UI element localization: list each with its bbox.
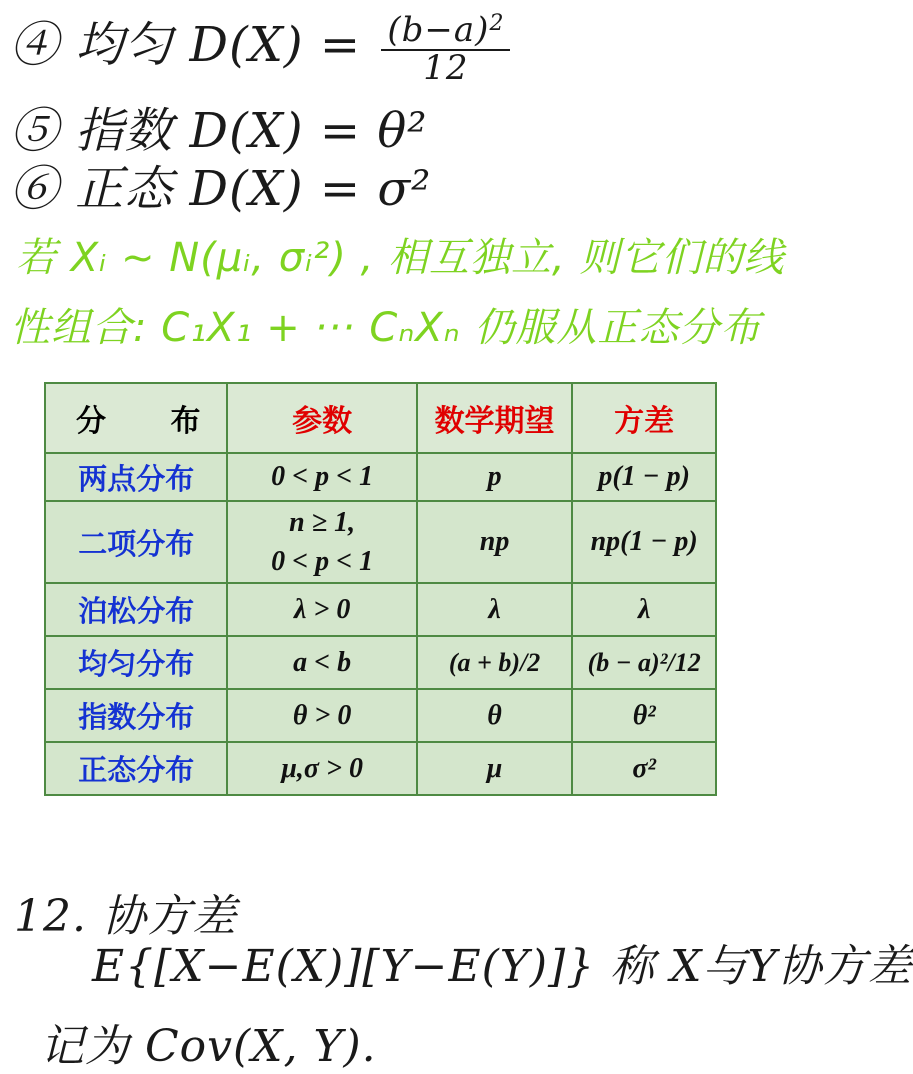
uniform-variance-fraction (381, 9, 510, 88)
handwritten-note-linear-combination-2: 性组合: C₁X₁ + ··· CₙXₙ 仍服从正态分布 (10, 305, 762, 351)
header-distribution (45, 383, 227, 453)
row-variance: λ (572, 583, 716, 636)
row-expectation: np (417, 501, 573, 583)
uniform-variance-prefix: ④ 均匀 D(X) = (10, 17, 362, 73)
row-expectation: (a + b)/2 (417, 636, 573, 689)
row-name: 指数分布 (45, 689, 227, 742)
row-name: 两点分布 (45, 453, 227, 501)
row-expectation: μ (417, 742, 573, 795)
row-expectation: θ (417, 689, 573, 742)
row-name: 二项分布 (45, 501, 227, 583)
header-expectation: 数学期望 (417, 383, 573, 453)
table-row (45, 636, 716, 689)
table-row (45, 689, 716, 742)
handwritten-line-normal-variance: ⑥ 正态 D(X) = σ² (10, 161, 432, 217)
header-distribution-right: 布 (170, 405, 203, 438)
row-variance: np(1 − p) (572, 501, 716, 583)
row-expectation: λ (417, 583, 573, 636)
row-name: 均匀分布 (45, 636, 227, 689)
row-parameter-line1: n ≥ 1, (289, 506, 356, 538)
row-expectation: p (417, 453, 573, 501)
handwritten-line-uniform-variance (10, 6, 510, 88)
table-header-row (45, 383, 716, 453)
header-variance: 方差 (572, 383, 716, 453)
row-parameter: μ,σ > 0 (227, 742, 416, 795)
table-row (45, 742, 716, 795)
uniform-variance-denominator: 12 (423, 47, 469, 88)
handwritten-line-exponential-variance: ⑤ 指数 D(X) = θ² (10, 103, 428, 159)
row-variance: σ² (572, 742, 716, 795)
row-name: 正态分布 (45, 742, 227, 795)
row-name: 泊松分布 (45, 583, 227, 636)
uniform-variance-exponent: 2 (489, 10, 505, 36)
row-parameter: λ > 0 (227, 583, 416, 636)
row-variance: p(1 − p) (572, 453, 716, 501)
row-parameter: 0 < p < 1 (227, 453, 416, 501)
row-parameter (227, 501, 416, 583)
handwritten-covariance-definition: E{[X−E(X)][Y−E(Y)]} 称 X与Y协方差 (92, 941, 913, 992)
header-parameter: 参数 (227, 383, 416, 453)
row-variance: θ² (572, 689, 716, 742)
handwritten-covariance-notation: 记为 Cov(X, Y). (40, 1021, 377, 1072)
handwritten-note-linear-combination-1: 若 Xᵢ ~ N(μᵢ, σᵢ²) , 相互独立, 则它们的线 (16, 235, 785, 281)
row-parameter: θ > 0 (227, 689, 416, 742)
uniform-variance-numerator: (b−a) (387, 9, 490, 50)
handwritten-heading-covariance: 12. 协方差 (14, 891, 237, 942)
table-row (45, 453, 716, 501)
header-distribution-left: 分 (76, 405, 108, 438)
table-row (45, 501, 716, 583)
row-parameter: a < b (227, 636, 416, 689)
table-row (45, 583, 716, 636)
row-parameter-line2: 0 < p < 1 (271, 546, 374, 577)
row-variance: (b − a)²/12 (572, 636, 716, 689)
distribution-table (44, 382, 717, 796)
